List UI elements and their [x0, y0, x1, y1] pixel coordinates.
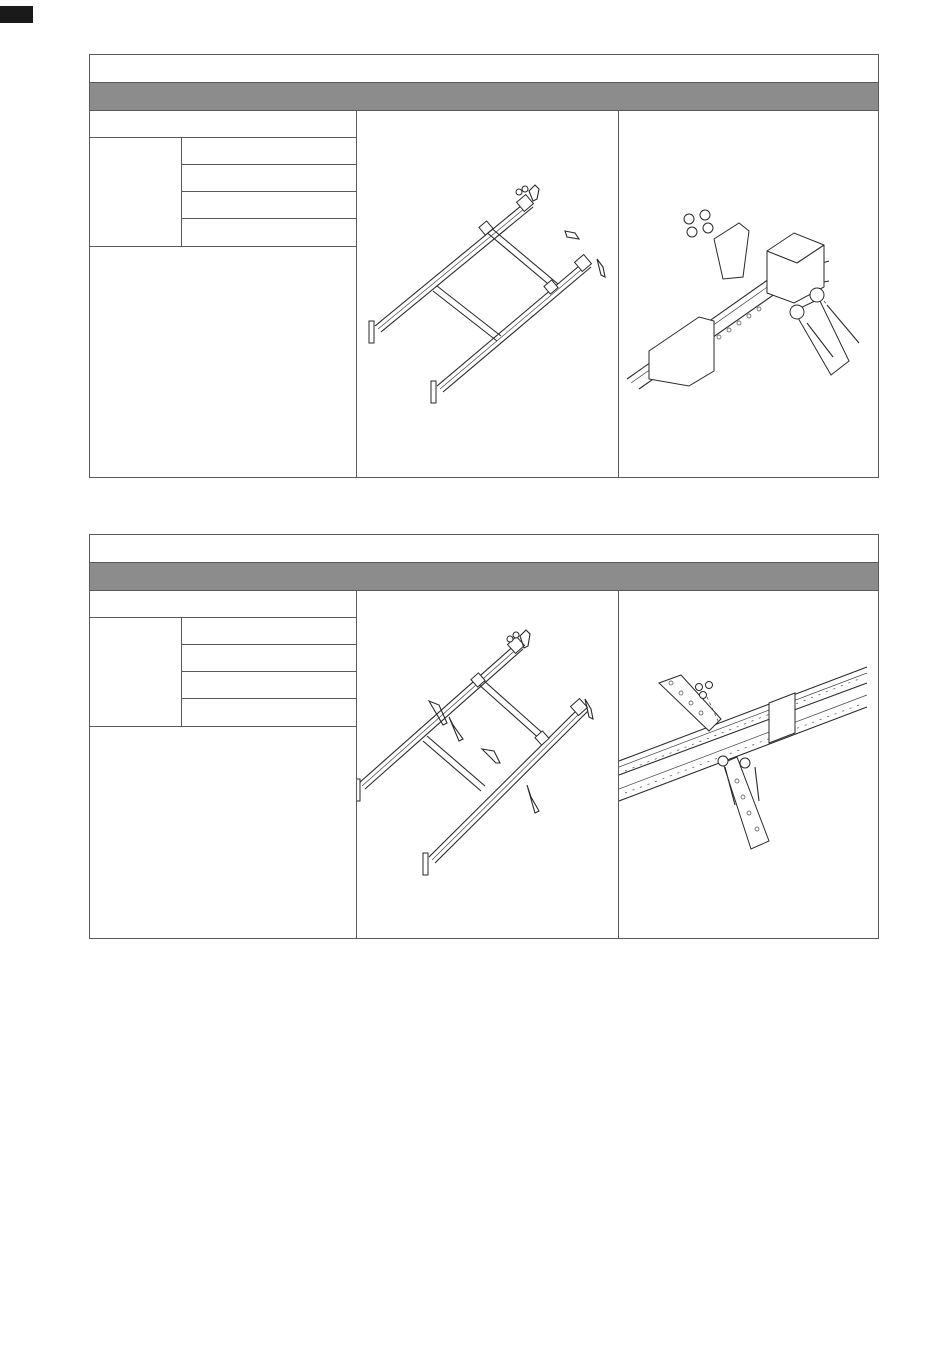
- step-2-part-row: [182, 699, 356, 726]
- step-1-parts-header: [90, 111, 356, 138]
- bracket-bolt-detail-figure: [619, 111, 880, 477]
- step-1-title-band: [90, 83, 878, 111]
- step-1-parts-table: [90, 138, 356, 247]
- step-card-2: [89, 534, 879, 939]
- step-2-part-row: [182, 618, 356, 645]
- step-1-parts-label: [90, 138, 182, 246]
- step-2-notes: [90, 727, 356, 938]
- step-1-detail-panel: [619, 111, 878, 477]
- step-2-parts-header: [90, 591, 356, 618]
- page-corner-marker: [0, 6, 33, 23]
- step-1-part-row: [182, 192, 356, 219]
- step-2-part-row: [182, 645, 356, 672]
- step-1-notes: [90, 247, 356, 477]
- step-2-overview-panel: [357, 591, 619, 938]
- step-2-parts-label: [90, 618, 182, 726]
- step-2-detail-panel: [619, 591, 878, 938]
- frame-assembly-figure: [357, 111, 618, 477]
- frame-with-brackets-figure: [357, 591, 618, 938]
- step-card-1: [89, 54, 879, 478]
- step-1-part-row: [182, 138, 356, 165]
- rail-bracket-detail-figure: [619, 591, 880, 938]
- step-2-header: [90, 535, 878, 563]
- step-1-parts-column: [90, 111, 357, 477]
- step-2-title-band: [90, 563, 878, 591]
- step-2-part-row: [182, 672, 356, 699]
- step-1-overview-panel: [357, 111, 619, 477]
- step-2-parts-column: [90, 591, 357, 938]
- step-1-header: [90, 55, 878, 83]
- step-2-parts-table: [90, 618, 356, 727]
- step-1-part-row: [182, 165, 356, 192]
- step-1-part-row: [182, 219, 356, 246]
